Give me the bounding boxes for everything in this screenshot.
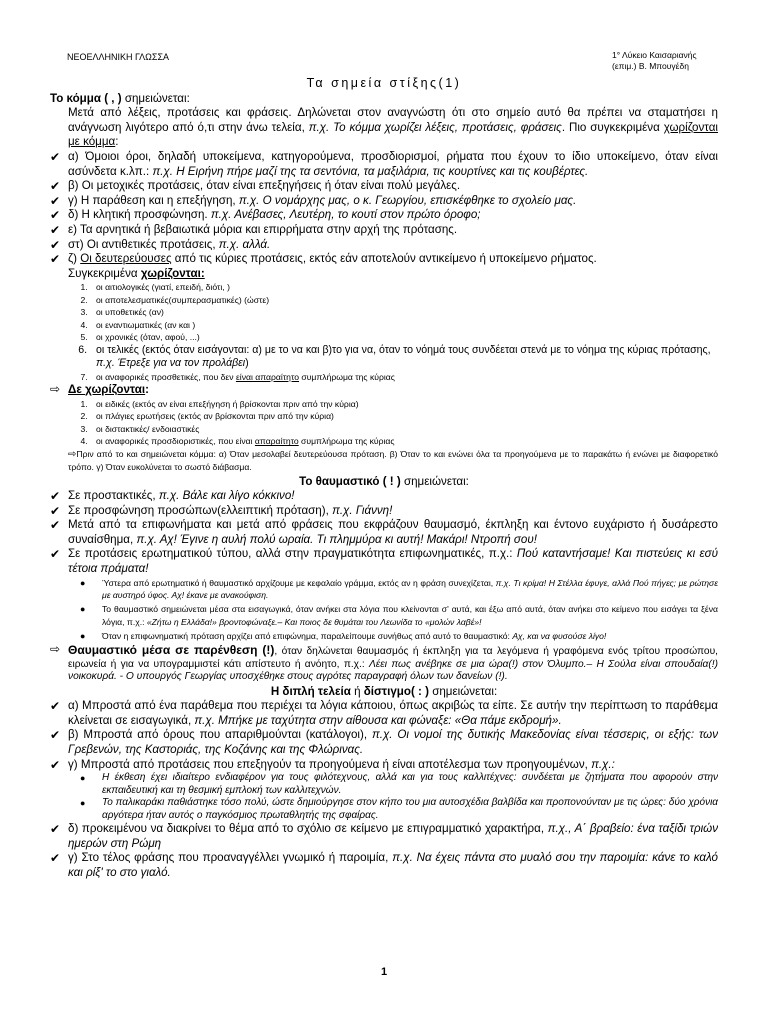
colon-rule-c <box>50 758 718 773</box>
comma-heading-suffix: σημειώνεται: <box>121 91 190 105</box>
rule-text: β) Μπροστά από όρους που απαριθμούνται (κατάλογοι), <box>68 728 372 742</box>
list-item: 1. οι αιτιολογικές (γιατί, επειδή, διότι, ) <box>90 281 718 294</box>
rule-example: Πού καταντήσαμε! Και πιστεύεις κι εσύ τέτοια πράματα! <box>68 547 718 576</box>
hand-arrow-icon: ⇨ <box>50 642 61 657</box>
document-body <box>50 76 718 881</box>
not-separated-heading <box>50 383 718 398</box>
exclamation-rule-c <box>50 518 718 547</box>
list-item: 2. οι πλάγιες ερωτήσεις (εκτός αν βρίσκονται πριν από την κύρια) <box>90 410 718 423</box>
exclamation-rule-b <box>50 504 718 519</box>
parenthesis-heading: Θαυμαστικό μέσα σε παρένθεση (!) <box>68 643 275 658</box>
bullet-icon: ● <box>80 798 86 809</box>
list-item <box>90 371 718 384</box>
check-icon: ✔ <box>50 518 61 533</box>
list-item <box>90 435 718 448</box>
rule-text: Σε προτάσεις ερωτηματικού τύπου, αλλά στην πραγματικότητα επιφωνηματικές, π.χ.: <box>68 547 517 561</box>
list-item: 2. οι αποτελεσματικές(συμπερασματικές) (ώστε) <box>90 294 718 307</box>
list-item-text: Ύστερα από ερωτηματικό ή θαυμαστικό αρχίζουμε με κεφαλαίο γράμμα, εκτός αν η φράση συνεχίζεται, <box>102 577 496 588</box>
list-item <box>80 630 718 642</box>
comma-intro-colon: : <box>115 135 119 149</box>
comma-rule-st <box>50 238 718 253</box>
list-item-text: οι αναφορικές προσθετικές, που δεν <box>96 371 236 382</box>
colon-heading-label-2: δίστιγμο( : ) <box>363 684 429 698</box>
check-icon: ✔ <box>50 503 61 518</box>
comma-rule-c <box>50 194 718 209</box>
rule-text-2: από τις κύριες προτάσεις, εκτός εάν αποτελούν αντικείμενο ή υποκείμενο ρήματος. <box>171 252 597 266</box>
rule-example: π.χ. Βάλε και λίγο κόκκινο! <box>158 489 295 503</box>
page-title: Τα σημεία στίξης(1) <box>306 76 462 90</box>
separated-clauses-list <box>50 281 718 383</box>
list-item <box>80 772 718 797</box>
rule-example: π.χ. Μπήκε με ταχύτητα στην αίθουσα και φώναξε: «Θα πάμε εκδρομή». <box>194 713 562 727</box>
check-icon: ✔ <box>50 699 61 714</box>
check-icon: ✔ <box>50 179 61 194</box>
list-item <box>80 797 718 822</box>
rule-text: γ) Η παράθεση και η επεξήγηση, <box>68 193 239 207</box>
exclamation-notes-list <box>50 577 718 642</box>
header-subject: ΝΕΟΕΛΛΗΝΙΚΗ ΓΛΩΣΣΑ <box>67 52 170 62</box>
list-item-text-2: συμπλήρωμα της κύριας <box>298 436 395 447</box>
check-icon: ✔ <box>50 757 61 772</box>
rule-text: δ) Η κλητική προσφώνηση. <box>68 208 211 222</box>
colon-heading-mid: ή <box>350 684 364 698</box>
rule-text: Μετά από τα επιφωνήματα και μετά από φράσεις που εκφράζουν θαυμασμό, έκπληξη και έντονο ευχάριστο ή δυσάρεστο συναίσθημα, <box>68 518 718 546</box>
comma-rule-e <box>50 223 718 238</box>
check-icon: ✔ <box>50 728 61 743</box>
exclamation-heading <box>50 475 718 490</box>
rule-example: π.χ. Αχ! Έγινε η αυλή πολύ ωραία. Τι πλημμύρα κι αυτή! Μακάρι! Ντροπή σου! <box>136 532 537 546</box>
list-item-text: Όταν η επιφωνηματική πρόταση αρχίζει από επιφώνημα, παραλείπουμε συνήθως από αυτό το θαυμαστικό: <box>102 630 513 641</box>
list-item-text: οι τελικές (εκτός όταν εισάγονται: α) με το να και β)το για να, όταν το νόημά τους συνδέεται στενά με το νόημα της κύριας πρότασης, <box>96 343 711 356</box>
exclamation-rule-a <box>50 489 718 504</box>
colon-rule-b <box>50 728 718 757</box>
exclamation-heading-label: Το θαυμαστικό ( ! ) <box>299 474 401 488</box>
check-icon: ✔ <box>50 822 61 837</box>
colon-rule-e <box>50 851 718 880</box>
rule-example: π.χ. Γιάννη! <box>332 503 393 517</box>
comma-intro-text: Μετά από λέξεις, προτάσεις και φράσεις. Δηλώνεται στον αναγνώστη ότι στο σημείο αυτό θα πρέπει να σταματήσει η ανάγνωση λιγότερο από ό,τι στην άνω τελεία, <box>68 106 718 134</box>
note-text: Πριν από το και σημειώνεται κόμμα: α) Όταν μεσολαβεί δευτερεύουσα πρόταση. β) Όταν το και ενώνει όλα τα προηγούμενα με το παρακάτω ή ενώνει με διαφορετικό τρόπο. γ) Όταν ευκολύνεται το σωστό διάβασμα. <box>68 448 718 473</box>
comma-intro <box>50 106 718 150</box>
list-item-underlined: είναι απαραίτητο <box>235 371 299 382</box>
colon-heading-suffix: σημειώνεται: <box>428 684 498 698</box>
colon-examples-list <box>50 772 718 822</box>
comma-rule-a <box>50 150 718 179</box>
rule-example: π.χ. Να έχεις πάντα στο μυαλό σου την παροιμία: κάνε το καλό και ρίξ' το στο γιαλό. <box>68 851 719 879</box>
comma-kai-note <box>50 448 718 474</box>
rule-example: π.χ. Ανέβασες, Λευτέρη, το κουτί στον πρώτο όροφο; <box>210 208 481 222</box>
list-item <box>80 603 718 628</box>
list-item-text: Το παλικαράκι παθιάστηκε τόσο πολύ, ώστε δημιούργησε στον κήπο του μια αυτοσχέδια βαλβίδα και προπονούνταν με τις ώρες: δύο χρόνια αργότερα ήταν αυτός ο παγκόσμιος πρωταθλητής της σφαίρας. <box>102 797 718 821</box>
colon-rule-a <box>50 699 718 728</box>
comma-separated-heading <box>50 267 718 282</box>
rule-text: Σε προσφώνηση προσώπων(ελλειπτική πρόταση), <box>68 503 333 517</box>
bullet-icon: ● <box>80 773 86 784</box>
rule-example: π.χ., Α΄ βραβείο: ένα ταξίδι τριών ημερών στη Ρώμη <box>68 822 718 850</box>
check-icon: ✔ <box>50 252 61 267</box>
check-icon: ✔ <box>50 489 61 504</box>
not-separated-label-2: χωρίζονται <box>85 383 146 397</box>
rule-text: στ) Οι αντιθετικές προτάσεις, <box>68 237 219 251</box>
comma-rule-d <box>50 208 718 223</box>
rule-text: ζ) <box>68 252 81 266</box>
not-separated-colon: : <box>145 383 149 397</box>
rule-example: π.χ. αλλά. <box>218 237 271 251</box>
rule-text: α) Όμοιοι όροι, δηλαδή υποκείμενα, κατηγορούμενα, προσδιορισμοί, ρήματα που έχουν το ίδιο υποκείμενο, όταν είναι ασύνδετα κ.λπ.: <box>68 149 718 178</box>
list-item-example: π.χ. Τι κρίμα! Η Στέλλα έφυγε, αλλά Πού πήγες; με ρώτησε με αυστηρό ύφος. Αχ! έκανε με ανακούφιση. <box>102 577 718 600</box>
rule-example: π.χ. Ο νομάρχης μας, ο κ. Γεωργίου, επισκέφθηκε το σχολείο μας. <box>238 193 577 207</box>
exclamation-rule-d <box>50 547 718 576</box>
check-icon: ✔ <box>50 851 61 866</box>
list-item-close: ) <box>245 357 249 370</box>
comma-heading <box>50 92 718 107</box>
colon-rule-d <box>50 822 718 851</box>
check-icon: ✔ <box>50 222 61 237</box>
list-item-underlined: απαραίτητο <box>254 436 299 447</box>
separated-label: Συγκεκριμένα <box>68 266 141 280</box>
rule-text: , όταν δηλώνεται θαυμασμός ή έκπληξη για τα λεγόμενα ή γραφόμενα ενός τρίτου προσώπου, ειρωνεία ή για να υπογραμμιστεί κάτι απίστευτο ή ανόητο, π.χ.: <box>68 646 719 670</box>
list-item: 3. οι διστακτικές/ ενδοιαστικές <box>90 423 718 436</box>
list-item-text-2: συμπλήρωμα της κύριας <box>299 371 395 382</box>
list-item-example: Αχ, και να φυσούσε λίγο! <box>512 630 607 641</box>
rule-example: π.χ. Η Ειρήνη πήρε μαζί της τα σεντόνια, τα μαξιλάρια, τις κουρτίνες και τις κουβέρτες. <box>152 164 589 178</box>
comma-heading-label: Το κόμμα ( , ) <box>50 91 122 105</box>
list-item-example: «Ζήτω η Ελλάδα!» βροντοφώναξε.– Και ποιος δε θυμάται του Λεωνίδα το «μολών λαβέ»! <box>146 616 482 627</box>
rule-text: γ) Μπροστά από προτάσεις που επεξηγούν τα προηγούμενα ή είναι αποτέλεσμα των προηγουμένων, <box>68 757 592 771</box>
comma-rule-z <box>50 252 718 267</box>
not-separated-clauses-list <box>50 398 718 448</box>
list-item: 5. οι χρονικές (όταν, αφού, ...) <box>90 331 718 344</box>
hand-arrow-icon: ⇨ <box>68 448 77 460</box>
list-item: 1. οι ειδικές (εκτός αν είναι επεξήγηση ή βρίσκονται πριν από την κύρια) <box>90 398 718 411</box>
bullet-icon: ● <box>80 604 86 615</box>
list-item-text: Το θαυμαστικό σημειώνεται μέσα στα εισαγωγικά, όταν ανήκει στα λόγια που κλείνονται σ' αυτά, και έξω από αυτά, όταν ανήκει στο κείμενο που εισάγει τα ξένα λόγια, π.χ.: <box>102 604 718 627</box>
rule-text: ε) Τα αρνητικά ή βεβαιωτικά μόρια και επιρρήματα στην αρχή της πρότασης. <box>68 222 458 236</box>
list-item-example: π.χ. Έτρεξε για να τον προλάβει <box>96 357 246 370</box>
check-icon: ✔ <box>50 547 61 562</box>
comma-intro-example: π.χ. Το κόμμα χωρίζει λέξεις, προτάσεις, φράσεις <box>308 120 562 134</box>
rule-text: δ) προκειμένου να διακρίνει το θέμα από το σχόλιο σε κείμενο με επιγραμματικό χαρακτήρα, <box>68 822 548 836</box>
rule-example: Λέει πως ανέβηκε σε μια ώρα(!) στον Όλυμπο.– Η Σούλα είναι σπουδαία(!) νοικοκυρά. - Ο υπουργός Γεωργίας υποσχέθηκε στους αγρότες παραγραφή όλων των δανείων (!). <box>68 658 718 683</box>
check-icon: ✔ <box>50 208 61 223</box>
separated-label-bold: χωρίζονται: <box>140 266 205 280</box>
list-item-text: οι αναφορικές προσδιοριστικές, που είναι <box>96 436 255 447</box>
list-item <box>80 577 718 602</box>
header-author-line: (επιμ.) Β. Μπουγέδη <box>612 61 689 71</box>
rule-text: α) Μπροστά από ένα παράθεμα που περιέχει τα λόγια κάποιου, όπως ακριβώς τα είπε. Σε αυτήν την περίπτωση το παράθεμα κλείνεται σε εισαγωγικά, <box>68 699 718 727</box>
header-school <box>612 50 697 72</box>
rule-text: Σε προστακτικές, <box>68 489 159 503</box>
check-icon: ✔ <box>50 237 61 252</box>
comma-intro-text-2: . Πιο συγκεκριμένα <box>561 120 664 134</box>
list-item: 3. οι υποθετικές (αν) <box>90 306 718 319</box>
exclamation-parenthesis-rule <box>50 644 718 684</box>
colon-heading-label: Η διπλή τελεία <box>270 684 351 698</box>
comma-intro-underlined: χωρίζονται με κόμμα <box>68 120 718 149</box>
rule-text: β) Οι μετοχικές προτάσεις, όταν είναι επεξηγήσεις ή όταν είναι πολύ μεγάλες. <box>68 179 461 193</box>
colon-heading <box>50 685 718 700</box>
not-separated-label: Δε <box>68 383 86 397</box>
page-number: 1 <box>380 966 388 978</box>
comma-rule-b <box>50 179 718 194</box>
bullet-icon: ● <box>80 630 86 641</box>
rule-text: γ) Στο τέλος φράσης που προαναγγέλλει γνωμικό ή παροιμία, <box>68 851 393 865</box>
check-icon: ✔ <box>50 193 61 208</box>
rule-example: π.χ.: <box>591 757 615 771</box>
check-icon: ✔ <box>50 149 61 164</box>
list-item <box>90 344 718 371</box>
header-school-line: 1° Λύκειο Καισαριανής <box>612 50 697 60</box>
bullet-icon: ● <box>80 577 86 588</box>
exclamation-heading-suffix: σημειώνεται: <box>400 474 469 488</box>
rule-underlined: Οι δευτερεύουσες <box>80 252 172 266</box>
hand-arrow-icon: ⇨ <box>50 382 61 397</box>
list-item: 4. οι εναντιωματικές (αν και ) <box>90 319 718 332</box>
list-item-text: Η έκθεση έχει ιδιαίτερο ενδιαφέρον για τους φιλότεχνους, αλλά και για τους καλλιτέχνες: συνδέεται με ζητήματα που αφορούν στην εκπαιδευτική και τη θεσμική εμπλοκή των καλλιτεχνών. <box>102 772 718 796</box>
rule-example: π.χ. Οι νομοί της δυτικής Μακεδονίας είναι τέσσερις, οι εξής: των Γρεβενών, της Καστοριάς, της Κοζάνης και της Φλώρινας. <box>68 728 719 757</box>
